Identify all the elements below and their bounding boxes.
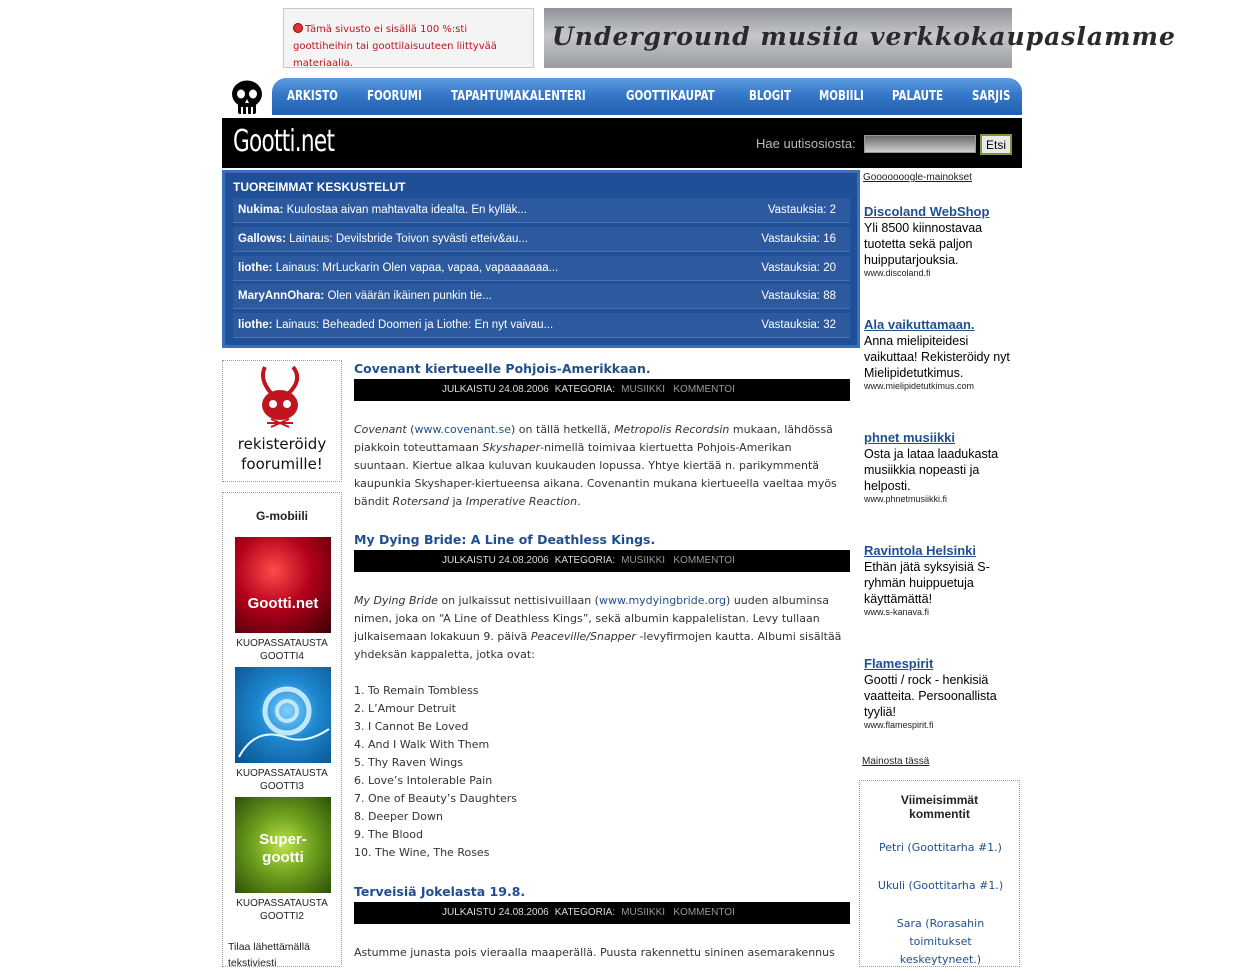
list-item: 3. I Cannot Be Loved (354, 720, 469, 733)
banner-ad[interactable] (544, 8, 1176, 68)
discussion-count: Vastauksia: 32 (761, 319, 836, 331)
ads-label[interactable]: Gooooooogle-mainokset (863, 172, 972, 183)
category-label: KATEGORIA: (554, 555, 616, 566)
comment-link[interactable]: KOMMENTOI (673, 555, 735, 566)
wallpaper-text: Super-gootti (259, 831, 307, 866)
discussion-user[interactable]: MaryAnnOhara: (238, 290, 325, 302)
ad-url[interactable]: www.s-kanava.fi (864, 607, 930, 617)
list-item: 5. Thy Raven Wings (354, 756, 463, 769)
article-body: Covenant (www.covenant.se) on tällä hetkellä, Metropolis Recordsin mukaan, lähdössä piakkoin toteuttamaan Skyshaper-nimellä toimivaa kiertuetta Pohjois-Amerikan suuntaan. Kiertue alkaa kuluvan kuukauden lopussa. Yhtye kiertää n. parikymmentä kaupunkia Skyshaper-kiertueensa aikana. Covenantin mukana kiertueella vaeltaa myös bändit Rotersand ja Imperative Reaction. (354, 423, 837, 508)
list-item: 8. Deeper Down (354, 810, 443, 823)
mobile-wallpaper-gootti4[interactable] (235, 537, 331, 633)
article-body: My Dying Bride on julkaissut nettisivuillaan (www.mydyingbride.org) uuden albuminsa nimen, joka on “A Line of Deathless Kings”, sekä albumin kappalelistan. Levy tullaan julkaisemaan lokakuun 9. päivä Peaceville/Snapper -levyfirmojen kautta. Albumi sisältää yhdeksän kappaletta, jotka ovat: 1. To Remain Tombless 2. L’Amour Detruit 3. I Cannot Be Loved 4. And I Walk With Them 5. Thy Raven Wings 6. Love’s Intolerable Pain 7. One of Beauty’s Daughters 8. Deeper Down 9. The Blood 10. The Wine, The Roses (354, 592, 850, 862)
mobile-title: G-mobiili (256, 509, 308, 523)
comment-link[interactable]: Ukuli (Goottitarha #1.) (877, 879, 1004, 892)
search-label: Hae uutisosiosta: (756, 136, 856, 151)
register-text-2: foorumille! (241, 455, 323, 473)
article-link[interactable]: www.covenant.se (414, 423, 512, 436)
discussion-text[interactable]: Lainaus: Beheaded Doomeri ja Liothe: En nyt vaivau... (275, 319, 554, 331)
discussion-row[interactable] (233, 284, 850, 309)
ad-text: Ethän jätä syksyisiä S-ryhmän huippuetuja käyttämättä! (864, 560, 990, 606)
sms-instructions: Tilaa lähettämällä tekstiviesti (228, 941, 310, 969)
nav-palaute[interactable]: PALAUTE (891, 89, 943, 104)
comment-link[interactable]: KOMMENTOI (673, 384, 735, 395)
ad-title[interactable]: Ravintola Helsinki (864, 543, 976, 558)
category-link[interactable]: MUSIIKKI (621, 907, 666, 918)
article-meta (354, 902, 850, 924)
banner-text: Underground musiia verkkokaupaslamme (552, 22, 1176, 51)
discussion-row[interactable] (233, 313, 850, 338)
discussion-text[interactable]: Kuulostaa aivan mahtavalta idealta. En kylläk... (286, 204, 527, 216)
mobile-wallpaper-gootti2[interactable] (235, 797, 331, 893)
ad-text: Osta ja lataa laadukasta musiikkia nopeasti ja helposti. (864, 447, 999, 493)
discussion-row[interactable] (233, 227, 850, 252)
ad-url[interactable]: www.discoland.fi (864, 268, 931, 278)
list-item: 9. The Blood (354, 828, 423, 841)
nav-goottikaupat[interactable]: GOOTTIKAUPAT (626, 89, 715, 104)
wallpaper-text: Gootti.net (247, 595, 319, 612)
comments-title: Viimeisimmät kommentit (900, 793, 979, 821)
article-title[interactable]: My Dying Bride: A Line of Deathless Kings. (354, 532, 656, 547)
discussion-user[interactable]: liothe: (238, 319, 273, 331)
ad-item (864, 204, 1022, 278)
list-item: 4. And I Walk With Them (354, 738, 490, 751)
category-link[interactable]: MUSIIKKI (621, 555, 666, 566)
main-nav (272, 78, 1022, 115)
list-item: 7. One of Beauty’s Daughters (354, 792, 518, 805)
ad-title[interactable]: Discoland WebShop (864, 204, 990, 219)
article-title[interactable]: Terveisiä Jokelasta 19.8. (354, 884, 526, 899)
list-item: 2. L’Amour Detruit (354, 702, 456, 715)
discussion-text[interactable]: Lainaus: Devilsbride Toivon syvästi etteiv&au... (289, 233, 528, 245)
ad-item (864, 656, 1022, 730)
latest-discussions (222, 170, 860, 348)
category-label: KATEGORIA: (554, 907, 616, 918)
ad-title[interactable]: Flamespirit (864, 656, 934, 671)
discussion-count: Vastauksia: 16 (761, 233, 836, 245)
ad-url[interactable]: www.flamespirit.fi (864, 720, 934, 730)
ad-text: Anna mielipiteidesi vaikuttaa! Rekisteröidy nyt Mielipidetutkimus. (864, 334, 1010, 380)
discussion-user[interactable]: Gallows: (238, 233, 286, 245)
comment-link[interactable]: KOMMENTOI (673, 907, 735, 918)
article-meta (354, 550, 850, 572)
search-button[interactable]: Etsi (980, 134, 1012, 155)
discussion-user[interactable]: Nukima: (238, 204, 284, 216)
register-banner[interactable] (222, 360, 342, 482)
mobile-caption[interactable]: KUOPASSATAUSTA GOOTTI3 (236, 768, 328, 792)
nav-mobiili[interactable]: MOBIILI (818, 89, 864, 104)
swirl-icon (235, 667, 331, 763)
list-item: 6. Love’s Intolerable Pain (354, 774, 493, 787)
article-meta (354, 379, 850, 401)
mobile-wallpaper-gootti3[interactable] (235, 667, 331, 763)
nav-tapahtumakalenteri[interactable]: TAPAHTUMAKALENTERI (451, 89, 586, 104)
ad-item (864, 317, 1022, 391)
discussions-title: TUOREIMMAT KESKUSTELUT (233, 180, 406, 194)
article-date: JULKAISTU 24.08.2006 (442, 555, 549, 566)
ad-url[interactable]: www.mielipidetutkimus.com (864, 381, 975, 391)
site-header (222, 118, 1022, 168)
article-date: JULKAISTU 24.08.2006 (442, 384, 549, 395)
discussion-count: Vastauksia: 20 (761, 262, 836, 274)
skull-icon[interactable] (230, 80, 264, 116)
latest-comments (859, 780, 1020, 967)
ad-url[interactable]: www.phnetmusiikki.fi (864, 494, 948, 504)
mobile-caption[interactable]: KUOPASSATAUSTA GOOTTI2 (236, 898, 328, 922)
nav-sarjis[interactable]: SARJIS (971, 89, 1011, 104)
discussion-text[interactable]: Lainaus: MrLuckarin Olen vapaa, vapaa, vapaaaaaaa... (275, 262, 559, 274)
list-item: 1. To Remain Tombless (354, 684, 479, 697)
category-label: KATEGORIA: (554, 384, 616, 395)
nav-foorumi[interactable]: FOORUMI (366, 89, 422, 104)
category-link[interactable]: MUSIIKKI (621, 384, 666, 395)
article-date: JULKAISTU 24.08.2006 (442, 907, 549, 918)
article-body: Astumme junasta pois vieraalla maaperällä. Puusta rakennettu sininen asemarakennus (354, 946, 835, 959)
discussion-count: Vastauksia: 2 (767, 204, 836, 216)
list-item: 10. The Wine, The Roses (354, 846, 490, 859)
stop-icon (293, 23, 303, 33)
disclaimer-text: Tämä sivusto ei sisällä 100 %:sti goottiheihin tai goottilaisuuteen liittyvää materiaalia. (293, 24, 497, 69)
mobile-box (222, 492, 342, 967)
site-logo[interactable]: Gootti.net (233, 124, 335, 159)
track-list (354, 682, 850, 862)
ad-title[interactable]: Ala vaikuttamaan. (864, 317, 975, 332)
ad-item (864, 543, 1022, 617)
search-input[interactable] (864, 135, 976, 153)
comment-link[interactable]: Petri (Goottitarha #1.) (879, 841, 1002, 854)
discussion-count: Vastauksia: 88 (761, 290, 836, 302)
discussion-text[interactable]: Olen väärän ikäinen punkin tie... (327, 290, 492, 302)
discussion-row[interactable] (233, 256, 850, 281)
mobile-caption[interactable]: KUOPASSATAUSTA GOOTTI4 (236, 638, 328, 662)
advertise-link[interactable]: Mainosta tässä (862, 756, 930, 767)
ad-text: Gootti / rock - henkisiä vaatteita. Persoonallista tyyliä! (864, 673, 997, 719)
comment-link[interactable]: Sara (Rorasahin toimitukset keskeytyneet.) (896, 917, 985, 966)
discussion-row[interactable] (233, 198, 850, 223)
nav-arkisto[interactable]: ARKISTO (287, 89, 338, 104)
bunny-skull-icon (223, 361, 341, 481)
article-title[interactable]: Covenant kiertueelle Pohjois-Amerikkaan. (354, 361, 651, 376)
ad-text: Yli 8500 kiinnostavaa tuotetta sekä paljon huipputarjouksia. (864, 221, 983, 267)
discussion-user[interactable]: liothe: (238, 262, 273, 274)
article-link[interactable]: www.mydyingbride.org (598, 594, 727, 607)
disclaimer-notice (283, 8, 534, 68)
register-text-1: rekisteröidy (237, 435, 327, 453)
ad-title[interactable]: phnet musiikki (864, 430, 956, 445)
nav-blogit[interactable]: BLOGIT (749, 89, 792, 104)
ad-item (864, 430, 1022, 504)
